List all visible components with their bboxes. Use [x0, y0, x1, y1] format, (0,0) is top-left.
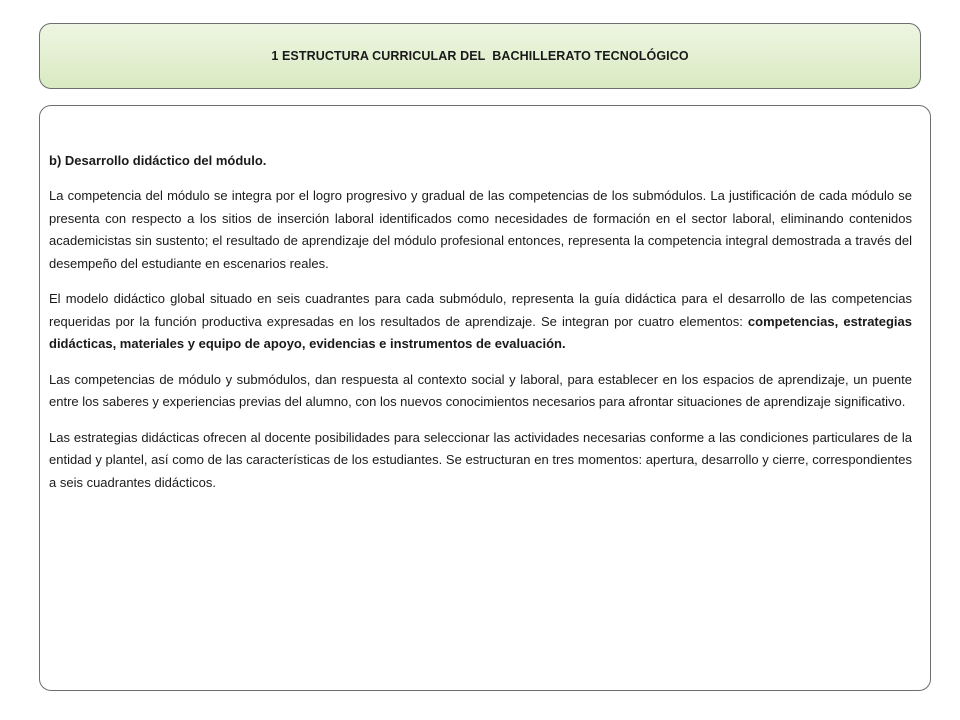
- content-panel: [39, 105, 931, 691]
- paragraph-competencies: [49, 369, 912, 414]
- paragraph-text: Las estrategias didácticas ofrecen al docente posibilidades para seleccionar las actividades necesarias conforme a las condiciones particulares de la entidad y plantel, así como de las características de los estudiantes. Se estructuran en tres momentos: apertura, desarrollo y cierre, correspondientes a seis cuadrantes didácticos.: [49, 429, 912, 490]
- header-banner: [39, 23, 921, 89]
- paragraph-text: La competencia del módulo se integra por el logro progresivo y gradual de las competencias de los submódulos. La justificación de cada módulo se presenta con respecto a los sitios de inserción laboral identificados como necesidades de formación en el sector laboral, eliminando contenidos academicistas sin sustento; el resultado de aprendizaje del módulo profesional entonces, representa la competencia integral demostrada a través del desempeño del estudiante en escenarios reales.: [49, 188, 912, 271]
- paragraph-text: Las competencias de módulo y submódulos, dan respuesta al contexto social y laboral, para establecer en los espacios de aprendizaje, un puente entre los saberes y experiencias previas del alumno, con los nuevos conocimientos necesarios para afrontar situaciones de aprendizaje significativo.: [49, 371, 912, 409]
- paragraph-strategies: [49, 427, 912, 495]
- paragraph-bold-elements: competencias, estrategias didácticas, materiales y equipo de apoyo, evidencias e instrumentos de evaluación.: [49, 313, 912, 351]
- page-title: 1 ESTRUCTURA CURRICULAR DEL BACHILLERATO TECNOLÓGICO: [271, 49, 689, 63]
- paragraph-module-competence: [49, 185, 912, 275]
- content-body: [49, 150, 912, 507]
- section-heading: b) Desarrollo didáctico del módulo.: [49, 153, 267, 168]
- paragraph-text: El modelo didáctico global situado en seis cuadrantes para cada submódulo, representa la guía didáctica para el desarrollo de las competencias requeridas por la función productiva expresadas en los resultados de aprendizaje. Se integran por cuatro elementos:: [49, 291, 912, 329]
- paragraph-didactic-model: [49, 288, 912, 356]
